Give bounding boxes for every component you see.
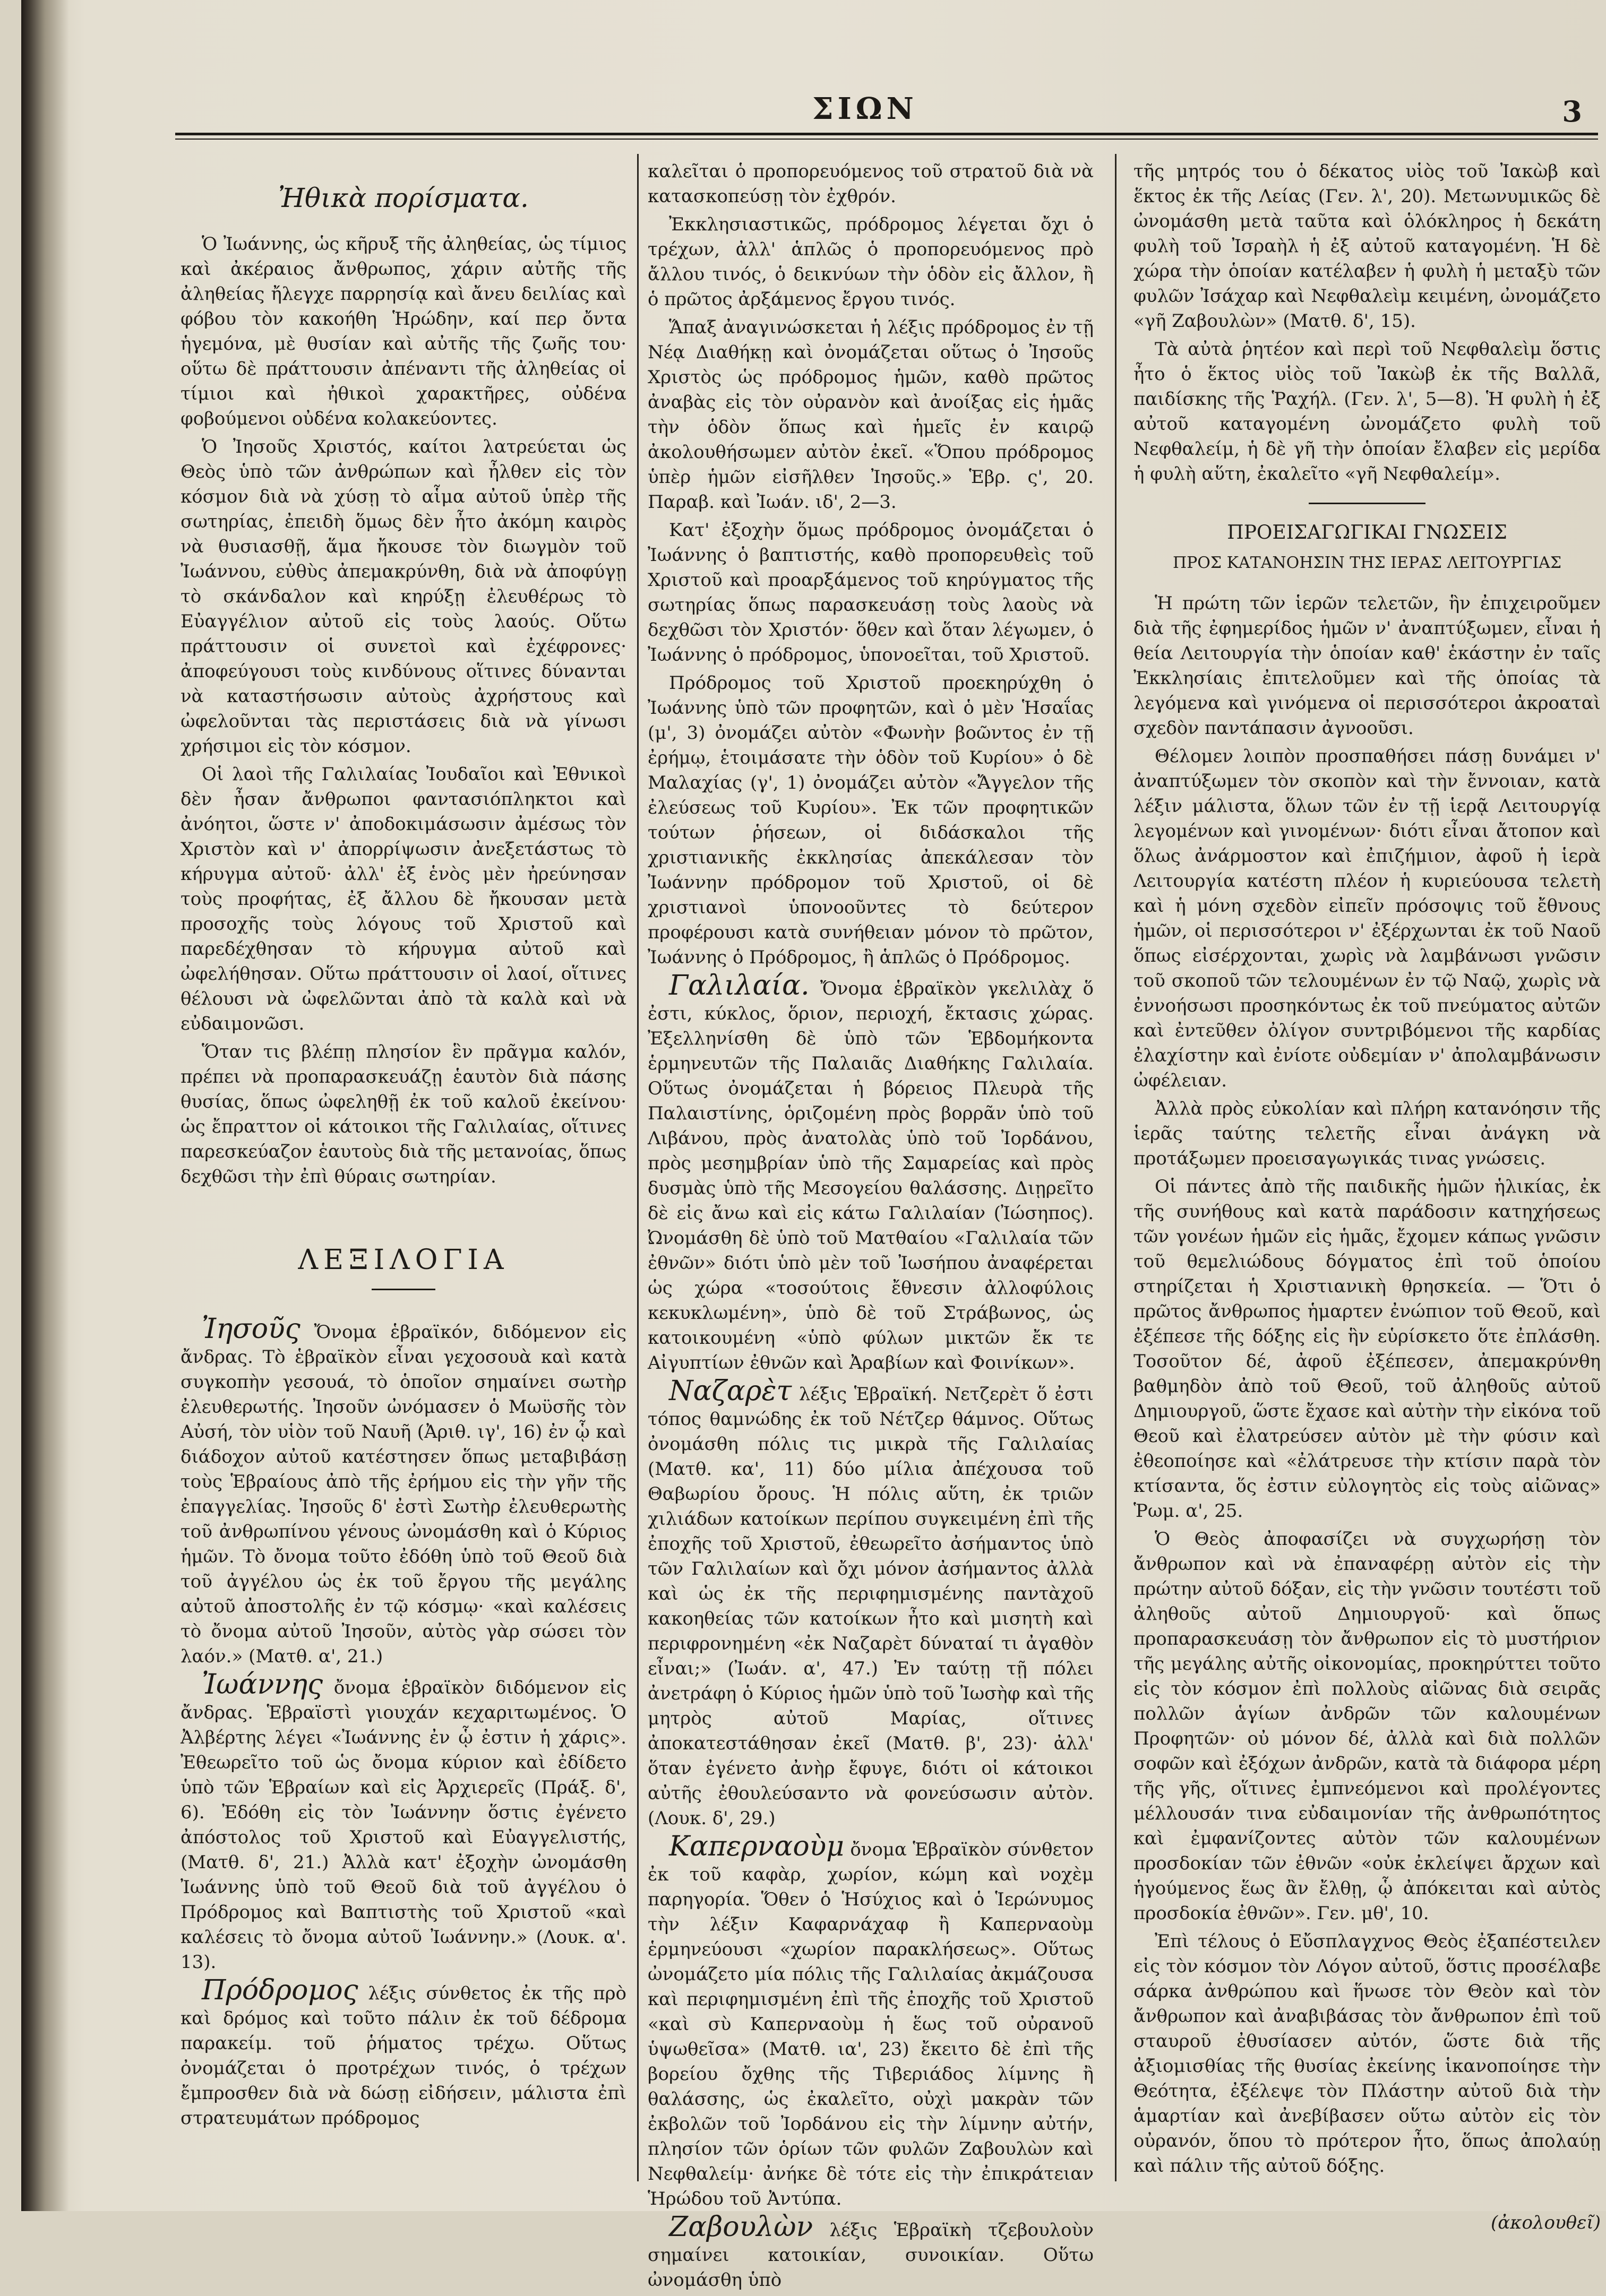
column-2 [648,159,1094,2296]
page-header [175,80,1598,143]
paragraph: Ὅταν τις βλέπῃ πλησίον ἓν πρᾶγμα καλόν, πρέπει νὰ προπαρασκευάζῃ ἑαυτὸν διὰ πάσης θυσίας, ὅπως ὠφεληθῇ ἐκ τοῦ καλοῦ ἐκείνου· ὡς ἔπραττον οἱ κάτοικοι τῆς Γαλιλαίας, οἵτινες παρεσκεύαζον ἑαυτοὺς διὰ τῆς μετανοίας, ὅπως δεχθῶσι τὴν ἐπὶ θύραις σωτηρίαν. [181,1041,626,1187]
entry-text: λέξις Ἑβραϊκή. Νετζερὲτ ὅ ἐστι τόπος θαμνώδης ἐκ τοῦ Νέτζερ θάμνος. Οὕτως ὀνομάσθη πόλις τις μικρὰ τῆς Γαλιλαίας (Ματθ. κα', 11) δύο μίλια ἀπέχουσα τοῦ Θαβωρίου ὄρους. Ἡ πόλις αὕτη, ἐκ τριῶν χιλιάδων κατοίκων περίπου συγκειμένη ἐπὶ τῆς ἐποχῆς τοῦ Χριστοῦ, ἐθεωρεῖτο ἀσήμαντος ὑπὸ τῶν Γαλιλαίων καὶ ὄχι μόνον ἀσήμαντος ἀλλὰ καὶ ὡς ἐκ τῆς περιφημισμένης παντὰχοῦ κακοηθείας τῶν κατοίκων ἦτο καὶ μισητὴ καὶ περιφρονημένη «ἐκ Ναζαρὲτ δύναταί τι ἀγαθὸν εἶναι;» (Ἰωάν. α', 47.) Ἐν ταύτῃ τῇ πόλει ἀνετράφη ὁ Κύριος ἡμῶν ὑπὸ τοῦ Ἰωσὴφ καὶ τῆς μητρὸς αὐτοῦ Μαρίας, οἵτινες ἀποκατεστάθησαν ἐκεῖ (Ματθ. β', 23)· ἀλλ' ὅταν ἐγένετο ἀνὴρ ἔφυγε, διότι οἱ κάτοικοι αὐτῆς ἐθουλεύσαντο νὰ φονεύσωσιν αὐτὸν. (Λουκ. δ', 29.) [648,1384,1094,1829]
column-3 [1133,159,1601,2235]
entry-term: Καπερναοὺμ [669,1831,845,1862]
masthead-title: ΣΙΩΝ [812,91,918,126]
lexicon-entry [648,970,1094,1376]
newspaper-page [21,0,1606,2291]
continued-note: (ἀκολουθεῖ) [1491,2212,1601,2233]
entry-term: Ἰωάννης [202,1669,323,1701]
entry-term: Ζαβουλὼν [669,2211,813,2243]
section-title-ethics: Ἠθικὰ πορίσματα. [278,183,529,213]
paragraph: Ἐπὶ τέλους ὁ Εὔσπλαγχνος Θεὸς ἐξαπέστειλεν εἰς τὸν κόσμον τὸν Λόγον αὐτοῦ, ὅστις προσέλαβε σάρκα ἀνθρώπου καὶ ἥνωσε τὸν Θεὸν καὶ τὸν ἄνθρωπον καὶ ἀναβιβάσας τὸν ἄνθρωπον ἐπὶ τοῦ σταυροῦ ἐθυσίασεν αὐτόν, ὥστε διὰ τῆς ἀξιομισθίας τῆς θυσίας ἐκείνης ἱκανοποίησε τὴν Θεότητα, ἐξέλεψε τὸν Πλάστην αὐτοῦ διὰ τὴν ἁμαρτίαν καὶ ἀνεβίβασεν οὕτω αὐτὸν εἰς τὸν οὐρανόν, ὅπου τὸ πρότερον ἦτο, ὅπως ἀπολαύῃ καὶ πάλιν τῆς αὐτοῦ δόξης. [1133,1931,1601,2177]
entry-text: λέξις σύνθετος ἐκ τῆς πρὸ καὶ δρόμος καὶ τοῦτο πάλιν ἐκ τοῦ δέδρομα παρακείμ. τοῦ ῥήματος τρέχω. Οὕτως ὀνομάζεται ὁ προτρέχων τινός, ὁ τρέχων ἔμπροσθεν διὰ νὰ δώσῃ εἰδήσειν, μάλιστα ἐπὶ στρατευμάτων πρόδρομος [181,1983,627,2129]
lexicon-entry [181,1313,626,1669]
paragraph: τῆς μητρός του ὁ δέκατος υἱὸς τοῦ Ἰακὼβ καὶ ἕκτος ἐκ τῆς Λείας (Γεν. λ', 20). Μετωνυμικῶς δὲ ὠνομάσθη μετὰ ταῦτα καὶ ὁλόκληρος ἡ δεκάτη φυλὴ τοῦ Ἰσραὴλ ἡ ἐξ αὐτοῦ καταγομένη. Ἡ δὲ χώρα τὴν ὁποίαν κατέλαβεν ἡ φυλὴ ἡ μεταξὺ τῶν φυλῶν Ἰσάχαρ καὶ Νεφθαλεὶμ κειμένη, ὠνομάζετο «γῆ Ζαβουλὼν» (Ματθ. δ', 15). [1133,161,1601,332]
lexicon-entry [648,1831,1094,2212]
header-rule [175,133,1598,140]
paragraph: Θέλομεν λοιπὸν προσπαθήσει πάσῃ δυνάμει ν' ἀναπτύξωμεν τὸν σκοπὸν καὶ τὴν ἔννοιαν, κατὰ λέξιν μάλιστα, ὅλων τῶν ἐν τῇ ἱερᾷ Λειτουργίᾳ λεγομένων καὶ γινομένων· διότι εἶναι ἄτοπον καὶ ὅλως ἀνάρμοστον καὶ ἐπιζήμιον, ἀφοῦ ἡ ἱερὰ Λειτουργία κατέστη πλέον ἡ κυριεύουσα τελετὴ καὶ ἡ μόνη σχεδὸν εἰπεῖν πρόσοψις τοῦ ἔθνους ἡμῶν, οἱ περισσότεροι ν' ἐξέρχωνται ἐκ τοῦ Ναοῦ ὅπως εἰσέρχονται, χωρὶς νὰ λαμβάνωσι γνῶσιν τοῦ σκοποῦ τῶν τελουμένων ἐν τῷ Ναῷ, χωρὶς νὰ ἐννοήσωσι προσηκόντως ἐκ τοῦ πνεύματος αὐτῶν καὶ ἐντεῦθεν ὀλίγον συντριβόμενοι τῆς καρδίας ἐλαχίστην καὶ ἐνίοτε οὐδεμίαν ν' ἀπολαμβάνωσιν ὠφέλειαν. [1133,746,1601,1091]
lexicon-entry [181,1974,627,2131]
paragraph: Οἱ λαοὶ τῆς Γαλιλαίας Ἰουδαῖοι καὶ Ἐθνικοὶ δὲν ἦσαν ἄνθρωποι φαντασιόπληκτοι καὶ ἀνόητοι, ὥστε ν' ἀποδοκιμάσωσιν ἀμέσως τὸν Χριστὸν καὶ ν' ἀπορρίψωσιν ἀνεξετάστως τὸ κήρυγμα αὐτοῦ· ἀλλ' ἐξ ἑνὸς μὲν ἠρεύνησαν τοὺς προφήτας, ἐξ ἄλλου δὲ ἤκουσαν μετὰ προσοχῆς τοὺς λόγους τοῦ Χριστοῦ καὶ παρεδέχθησαν τὸ κήρυγμα αὐτοῦ καὶ ὠφελήθησαν. Οὕτω πράττουσιν οἱ λαοί, οἵτινες θέλουσι νὰ ὠφελῶνται ἀπὸ τὰ καλὰ καὶ νὰ εὐδαιμονῶσι. [181,764,626,1034]
entry-text: Ὄνομα ἑβραϊκὸν γκελιλὰχ ὅ ἐστι, κύκλος, ὅριον, περιοχή, ἔκτασις χώρας. Ἐξελληνίσθη δὲ ὑπὸ τῶν Ἑβδομήκοντα ἑρμηνευτῶν τῆς Παλαιᾶς Διαθήκης Γαλιλαία. Οὕτως ὀνομάζεται ἡ βόρειος Πλευρὰ τῆς Παλαιστίνης, ὁριζομένη πρὸς βορρᾶν ὑπὸ τοῦ Λιβάνου, πρὸς ἀνατολὰς ὑπὸ τοῦ Ἰορδάνου, πρὸς μεσημβρίαν ὑπὸ τῆς Σαμαρείας καὶ πρὸς δυσμὰς ὑπὸ τῆς Μεσογείου θαλάσσης. Διῃρεῖτο δὲ εἰς ἄνω καὶ εἰς κάτω Γαλιλαίαν (Ἰώσηπος). Ὠνομάσθη δὲ ὑπὸ τοῦ Ματθαίου «Γαλιλαία τῶν ἐθνῶν» διότι ὑπὸ μὲν τοῦ Ἰωσήπου ἀναφέρεται ὡς χώρα «τοσούτοις ἔθνεσιν ἀλλοφύλοις κεκυκλωμένη», ὑπὸ δὲ τοῦ Στράβωνος, ὡς κατοικουμένη «ὑπὸ φύλων μικτῶν ἔκ τε Αἰγυπτίων ἐθνῶν καὶ Ἀραβίων καὶ Φοινίκων». [648,978,1094,1374]
column-divider [1115,154,1117,2181]
paragraph: Ἀλλὰ πρὸς εὐκολίαν καὶ πλήρη κατανόησιν τῆς ἱερᾶς ταύτης τελετῆς εἶναι ἀνάγκη νὰ προτάξωμεν προεισαγωγικάς τινας γνώσεις. [1133,1098,1601,1169]
section-rule [1309,503,1425,504]
entry-term: Ναζαρὲτ [669,1375,792,1407]
entry-text: Ὄνομα ἑβραϊκόν, διδόμενον εἰς ἄνδρας. Τὸ ἑβραϊκὸν εἶναι γεχοσουὰ καὶ κατὰ συγκοπὴν γεσουά, τὸ ὁποῖον σημαίνει σωτὴρ ἐλευθερωτής. Ἰησοῦν ὠνόμασεν ὁ Μωϋσῆς τὸν Αὐσή, τὸν υἱὸν τοῦ Ναυῆ (Ἀριθ. ιγ', 16) ἐν ᾧ καὶ διάδοχον αὐτοῦ κατέστησεν ὅπως μεταβιβάσῃ τοὺς Ἑβραίους ἀπὸ τῆς ἐρήμου εἰς τὴν γῆν τῆς ἐπαγγελίας. Ἰησοῦς δ' ἐστὶ Σωτὴρ ἐλευθερωτὴς τοῦ ἀνθρωπίνου γένους ὠνομάσθη καὶ ὁ Κύριος ἡμῶν. Τὸ ὄνομα τοῦτο ἐδόθη ὑπὸ τοῦ Θεοῦ διὰ τοῦ ἀγγέλου ὡς ἐκ τοῦ ἔργου τῆς μεγάλης αὐτοῦ ἀποστολῆς ἐν τῷ κόσμῳ· «καὶ καλέσεις τὸ ὄνομα αὐτοῦ Ἰησοῦν, αὐτὸς γὰρ σώσει τὸν λαόν.» (Ματθ. α', 21.) [181,1322,626,1667]
section-subheading: ΠΡΟΣ ΚΑΤΑΝΟΗΣΙΝ ΤΗΣ ΙΕΡΑΣ ΛΕΙΤΟΥΡΓΙΑΣ [1172,554,1562,572]
paragraph: Ὁ Ἰωάννης, ὡς κῆρυξ τῆς ἀληθείας, ὡς τίμιος καὶ ἀκέραιος ἄνθρωπος, χάριν αὐτῆς τῆς ἀληθείας ἤλεγχε παρρησίᾳ καὶ ἄνευ δειλίας καὶ φόβου τὸν κακοήθη Ἡρώδην, καί περ ὄντα ἡγεμόνα, μὲ θυσίαν καὶ αὐτῆς τῆς ζωῆς του· οὕτω δὲ πράττουσιν ἀπέναντι τῆς ἀληθείας οἱ τίμιοι καὶ ἠθικοὶ χαρακτῆρες, οὐδένα φοβούμενοι οὐδένα κολακεύοντες. [181,234,626,429]
entry-term: Ἰησοῦς [202,1313,300,1345]
page-number: 3 [1562,94,1582,128]
paragraph: Τὰ αὐτὰ ῥητέον καὶ περὶ τοῦ Νεφθαλεὶμ ὅστις ἦτο ὁ ἕκτος υἱὸς τοῦ Ἰακὼβ ἐκ τῆς Βαλλᾶ, παιδίσκης τῆς Ῥαχήλ. (Γεν. λ', 5—8). Ἡ φυλὴ ἡ ἐξ αὐτοῦ καταγομένη ὠνομάζετο φυλὴ τοῦ Νεφθαλείμ, ἡ δὲ γῆ τὴν ὁποίαν ἔλαβεν εἰς μερίδα ἡ φυλὴ αὕτη, ἐκαλεῖτο «γῆ Νεφθαλείμ». [1133,339,1601,485]
section-heading: ΠΡΟΕΙΣΑΓΩΓΙΚΑΙ ΓΝΩΣΕΙΣ [1227,522,1507,543]
entry-term: Πρόδρομος [202,1974,358,2006]
column-divider [637,154,639,2181]
paragraph: Ὁ Ἰησοῦς Χριστός, καίτοι λατρεύεται ὡς Θεὸς ὑπὸ τῶν ἀνθρώπων καὶ ἦλθεν εἰς τὸν κόσμον διὰ νὰ χύσῃ τὸ αἷμα αὐτοῦ ὑπὲρ τῆς σωτηρίας, ἐπειδὴ ὅμως δὲν ἦτο ἀκόμη καιρὸς νὰ θυσιασθῇ, ἅμα ἤκουσε τὸν διωγμὸν τοῦ Ἰωάννου, εὐθὺς ἀπεμακρύνθη, διὰ νὰ ἀποφύγῃ τὸ σκάνδαλον καὶ κηρύξῃ ἐλευθέρως τὸ Εὐαγγέλιον αὐτοῦ εἰς τοὺς λαούς. Οὕτω πράττουσιν οἱ συνετοὶ καὶ ἐχέφρονες· ἀποφεύγουσι τοὺς κινδύνους οἵτινες δύνανται νὰ καταστήσωσιν αὐτοὺς ἀχρήστους καὶ ὠφελοῦνται τὰς περιστάσεις διὰ νὰ γίνωσι χρήσιμοι εἰς τὸν κόσμον. [181,436,626,757]
paragraph: Ἡ πρώτη τῶν ἱερῶν τελετῶν, ἣν ἐπιχειροῦμεν διὰ τῆς ἐφημερίδος ἡμῶν ν' ἀναπτύξωμεν, εἶναι ἡ θεία Λειτουργία τὴν ὁποίαν καθ' ἑκάστην ἐν ταῖς Ἐκκλησίαις ἐπιτελοῦμεν καὶ τῆς ὁποίας τὰ λεγόμενα καὶ γινόμενα οἱ περισσότεροι ἀκροαταὶ σχεδὸν παντάπασιν ἀγνοοῦσι. [1133,593,1601,739]
paragraph: Ὁ Θεὸς ἀποφασίζει νὰ συγχωρήσῃ τὸν ἄνθρωπον καὶ νὰ ἐπαναφέρῃ αὐτὸν εἰς τὴν πρώτην αὐτοῦ δόξαν, εἰς τὴν γνῶσιν τουτέστι τοῦ ἀληθοῦς αὐτοῦ Δημιουργοῦ· καὶ ὅπως προπαρασκευάσῃ τὸν ἄνθρωπον εἰς τὸ μυστήριον τῆς μεγάλης αὐτῆς οἰκονομίας, προκηρύττει τοῦτο εἰς τὸν κόσμον ἐπὶ πολλοὺς αἰῶνας διὰ σειρᾶς πολλῶν ἁγίων ἀνδρῶν τῶν καλουμένων Προφητῶν· οὐ μόνον δέ, ἀλλὰ καὶ διὰ πολλῶν σοφῶν καὶ ἐξόχων ἀνδρῶν, κατὰ τὰ διάφορα μέρη τῆς γῆς, οἵτινες ἐμπνεόμενοι καὶ προλέγοντες μέλλουσάν τινα εὐδαιμονίαν τῆς ἀνθρωπότητος καὶ ἐμφανίζοντες αὐτὸν τῶν καλουμένων προσδοκίαν τῶν ἐθνῶν «οὐκ ἐκλείψει ἄρχων καὶ ἡγούμενος ἕως ἂν ἔλθῃ, ᾧ ἀπόκειται καὶ αὐτὸς προσδοκία ἐθνῶν». Γεν. μθ', 10. [1133,1529,1601,1924]
paragraph: καλεῖται ὁ προπορευόμενος τοῦ στρατοῦ διὰ νὰ κατασκοπεύσῃ τὸν ἐχθρόν. [648,161,1094,207]
entry-text: λέξις Ἑβραϊκὴ τζεβουλοὺν σημαίνει κατοικίαν, συνοικίαν. Οὕτω ὠνομάσθη ὑπὸ [648,2220,1094,2291]
lexicon-entry [648,1375,1094,1831]
lexicon-title: ΛΕΞΙΛΟΓΙΑ [298,1244,509,1276]
lexicon-rule [372,1289,435,1290]
paragraph: Κατ' ἐξοχὴν ὅμως πρόδρομος ὀνομάζεται ὁ Ἰωάννης ὁ βαπτιστής, καθὸ προπορευθεὶς τοῦ Χριστοῦ καὶ προαρξάμενος τοῦ κηρύγματος τῆς σωτηρίας ὅπως παρασκευάσῃ τοὺς λαοὺς νὰ δεχθῶσι τὸν Χριστόν· ὅθεν καὶ ὅταν λέγωμεν, ὁ Ἰωάννης ὁ πρόδρομος, ὑπονοεῖται, τοῦ Χριστοῦ. [648,520,1094,666]
binding-gutter [21,0,69,2211]
lexicon-entry [181,1669,627,1975]
paragraph: Οἱ πάντες ἀπὸ τῆς παιδικῆς ἡμῶν ἡλικίας, ἐκ τῆς συνήθους καὶ κατὰ παράδοσιν κατηχήσεως τῶν γονέων ἡμῶν εἰς ἡμᾶς, ἔχομεν κάπως γνῶσιν τοῦ θεμελιώδους δόγματος ἐπὶ τοῦ ὁποίου στηρίζεται ἡ Χριστιανικὴ θρησκεία. — Ὅτι ὁ πρῶτος ἄνθρωπος ἡμαρτεν ἐνώπιον τοῦ Θεοῦ, καὶ ἐξέπεσε τῆς δόξης εἰς ἣν εὑρίσκετο ὅτε ἐπλάσθη. Τοσοῦτον δέ, ἀφοῦ ἐξέπεσεν, ἀπεμακρύνθη βαθμηδὸν ἀπὸ τοῦ Θεοῦ, τοῦ ἀληθοῦς αὐτοῦ Δημιουργοῦ, ὥστε ἔχασε καὶ αὐτὴν τὴν εἰκόνα τοῦ Θεοῦ καὶ ἐλατρεύσεν αὐτὸν μὲ τὴν φύσιν καὶ ἐθεοποίησε καὶ «ἐλάτρευσε τὴν κτίσιν παρὰ τὸν κτίσαντα, ὅς ἐστιν εὐλογητὸς εἰς τοὺς αἰῶνας» Ῥωμ. α', 25. [1133,1176,1601,1522]
paragraph: Ἐκκλησιαστικῶς, πρόδρομος λέγεται ὄχι ὁ τρέχων, ἀλλ' ἁπλῶς ὁ προπορευόμενος πρὸ ἄλλου τινός, ὁ δεικνύων τὴν ὁδὸν εἰς ἄλλον, ἢ ὁ πρῶτος ἀρξάμενος ἔργου τινός. [648,214,1094,310]
paragraph: Ἅπαξ ἀναγινώσκεται ἡ λέξις πρόδρομος ἐν τῇ Νέᾳ Διαθήκῃ καὶ ὀνομάζεται οὕτως ὁ Ἰησοῦς Χριστὸς ὡς πρόδρομος ἡμῶν, καθὸ πρῶτος ἀναβὰς εἰς τὸν οὐρανὸν καὶ ἀνοίξας εἰς ἡμᾶς τὴν ὁδὸν ὅπως καὶ ἡμεῖς ἐν καιρῷ ἀκολουθήσωμεν αὐτὸν ἐκεῖ. «Ὅπου πρόδρομος ὑπὲρ ἡμῶν εἰσῆλθεν Ἰησοῦς.» Ἑβρ. ς', 20. Παραβ. καὶ Ἰωάν. ιδ', 2—3. [648,317,1094,513]
entry-text: ὄνομα Ἑβραϊκὸν σύνθετον ἐκ τοῦ καφὰρ, χωρίον, κώμη καὶ νοχὲμ παρηγορία. Ὅθεν ὁ Ἡσύχιος καὶ ὁ Ἱερώνυμος τὴν λέξιν Καφαρνάχαφ ἢ Καπερναοὺμ ἑρμηνεύουσι «χωρίον παρακλήσεως». Οὕτως ὠνομάζετο μία πόλις τῆς Γαλιλαίας ἀκμάζουσα καὶ περιφημισμένη ἐπὶ τῆς ἐποχῆς τοῦ Χριστοῦ «καὶ σὺ Καπερναοὺμ ἡ ἕως τοῦ οὐρανοῦ ὑψωθεῖσα» (Ματθ. ια', 23) ἔκειτο δὲ ἐπὶ τῆς βορείου ὄχθης τῆς Τιβεριάδος λίμνης ἢ θαλάσσης, ὡς ἐκαλεῖτο, οὐχὶ μακρὰν τῶν ἐκβολῶν τοῦ Ἰορδάνου εἰς τὴν λίμνην αὐτήν, πλησίον τῶν ὁρίων τῶν φυλῶν Ζαβουλὼν καὶ Νεφθαλείμ· ἀνήκε δὲ τότε εἰς τὴν ἐπικράτειαν Ἡρώδου τοῦ Ἀντύπα. [648,1839,1094,2209]
column-1 [181,154,626,2134]
entry-text: ὄνομα ἑβραϊκὸν διδόμενον εἰς ἄνδρας. Ἑβραϊστὶ γιουχάν κεχαριτωμένος. Ὁ Ἀλβέρτης λέγει «Ἰωάννης ἐν ᾧ ἐστιν ἡ χάρις». Ἐθεωρεῖτο τοῦ ὡς ὄνομα κύριον καὶ ἐδίδετο ὑπὸ τῶν Ἑβραίων καὶ εἰς Ἀρχιερεῖς (Πράξ. δ', 6). Ἐδόθη εἰς τὸν Ἰωάννην ὅστις ἐγένετο ἀπόστολος τοῦ Χριστοῦ καὶ Εὐαγγελιστής, (Ματθ. δ', 21.) Ἀλλὰ κατ' ἐξοχὴν ὠνομάσθη Ἰωάννης ὑπὸ τοῦ Θεοῦ διὰ τοῦ ἀγγέλου ὁ Πρόδρομος καὶ Βαπτιστὴς τοῦ Χριστοῦ «καὶ καλέσεις τὸ ὄνομα αὐτοῦ Ἰωάννην.» (Λουκ. α'. 13). [181,1677,627,1973]
entry-term: Γαλιλαία. [669,970,810,1002]
lexicon-entry [648,2211,1094,2293]
paragraph: Πρόδρομος τοῦ Χριστοῦ προεκηρύχθη ὁ Ἰωάννης ὑπὸ τῶν προφητῶν, καὶ ὁ μὲν Ἡσαΐας (μ', 3) ὀνομάζει αὐτὸν «Φωνὴν βοῶντος ἐν τῇ ἐρήμῳ, ἑτοιμάσατε τὴν ὁδὸν τοῦ Κυρίου» ὁ δὲ Μαλαχίας (γ', 1) ὀνομάζει αὐτὸν «Ἄγγελον τῆς ἐλεύσεως τοῦ Κυρίου». Ἐκ τῶν προφητικῶν τούτων ῥήσεων, οἱ διδάσκαλοι τῆς χριστιανικῆς ἐκκλησίας ἀπεκάλεσαν τὸν Ἰωάννην πρόδρομον τοῦ Χριστοῦ, οἱ δὲ χριστιανοὶ ὑπονοοῦντες τὸ δεύτερον προφέρουσι κατὰ συνήθειαν μόνον τὸ πρῶτον, Ἰωάννης ὁ Πρόδρομος, ἢ ἁπλῶς ὁ Πρόδρομος. [648,672,1094,968]
